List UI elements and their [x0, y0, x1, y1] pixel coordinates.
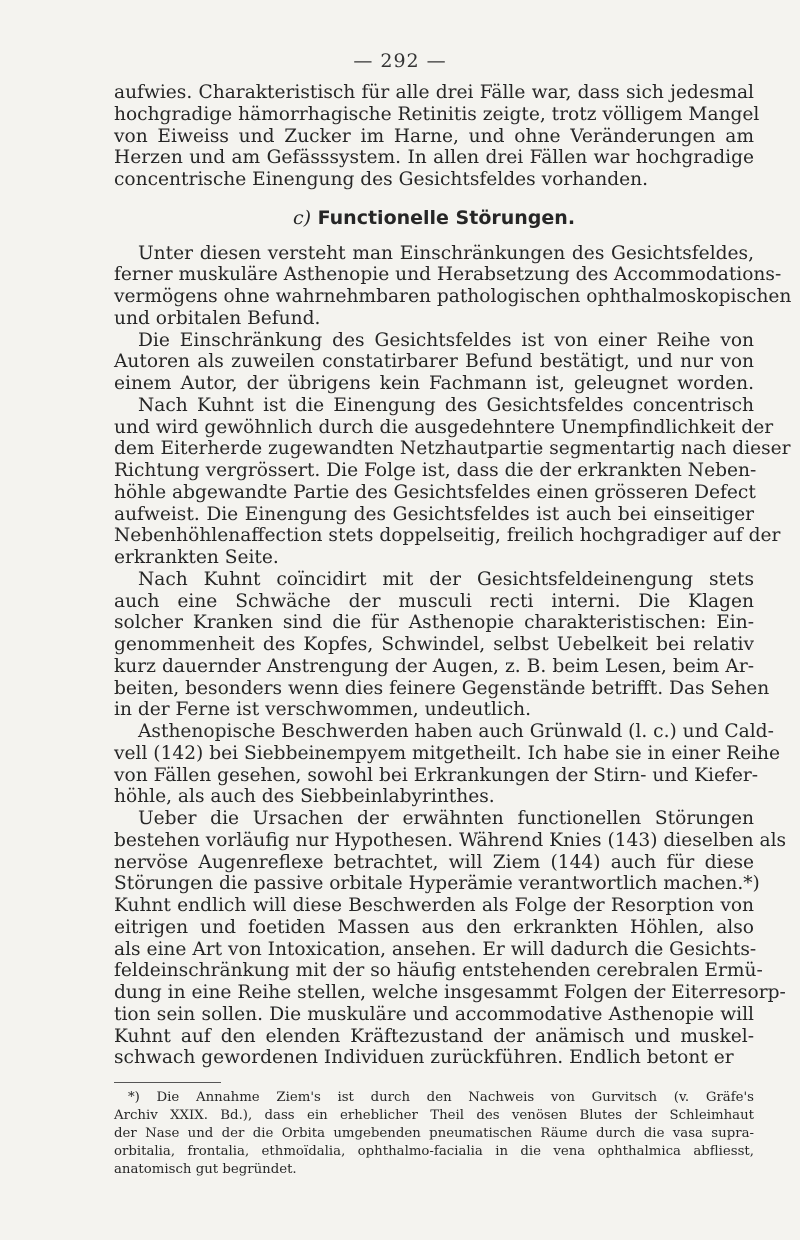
text-line: feldeinschränkung mit der so häufig entstehenden cerebralen Ermü-	[114, 960, 763, 982]
text-line: nervöse Augenreflexe betrachtet, will Ziem (144) auch für diese	[114, 851, 754, 873]
section-heading	[114, 208, 754, 230]
text-line: vell (142) bei Siebbeinempyem mitgetheilt. Ich habe sie in einer Reihe	[114, 742, 780, 764]
text-line: höhle abgewandte Partie des Gesichtsfeldes einen grösseren Defect	[114, 481, 756, 503]
page-number: — 292 —	[353, 50, 447, 72]
footnote-line: *) Die Annahme Ziem's ist durch den Nachweis von Gurvitsch (v. Gräfe's	[128, 1090, 754, 1105]
footnote-rule	[114, 1082, 221, 1083]
text-line: schwach gewordenen Individuen zurückführen. Endlich betont er	[114, 1047, 734, 1069]
text-line: ferner muskuläre Asthenopie und Herabsetzung des Accommodations-	[114, 264, 782, 286]
text-line: in der Ferne ist verschwommen, undeutlich.	[114, 699, 532, 721]
text-line: kurz dauernder Anstrengung der Augen, z. B. beim Lesen, beim Ar-	[114, 655, 754, 677]
text-line: erkrankten Seite.	[114, 547, 279, 568]
text-line: Ueber die Ursachen der erwähnten functionellen Störungen	[138, 808, 754, 829]
text-line: Nach Kuhnt coïncidirt mit der Gesichtsfeldeinengung stets	[138, 568, 754, 590]
text-line: Autoren als zuweilen constatirbarer Befund bestätigt, und nur von	[114, 351, 754, 373]
text-line: Kuhnt auf den elenden Kräftezustand der anämisch und muskel-	[114, 1025, 754, 1047]
text-line: dem Eiterherde zugewandten Netzhautpartie segmentartig nach dieser	[114, 438, 791, 460]
text-line: von Eiweiss und Zucker im Harne, und ohne Veränderungen am	[114, 125, 754, 147]
text-line: auch eine Schwäche der musculi recti interni. Die Klagen	[114, 590, 754, 612]
text-line: und orbitalen Befund.	[114, 307, 321, 329]
text-line: von Fällen gesehen, sowohl bei Erkrankungen der Stirn- und Kiefer-	[114, 764, 759, 786]
text-line: und wird gewöhnlich durch die ausgedehntere Unempfindlichkeit der	[114, 416, 774, 438]
page-text	[114, 82, 792, 1179]
text-line: einem Autor, der übrigens kein Fachmann ist, geleugnet worden.	[114, 373, 754, 394]
text-line: genommenheit des Kopfes, Schwindel, selbst Uebelkeit bei relativ	[114, 634, 754, 655]
text-line: Die Einschränkung des Gesichtsfeldes ist von einer Reihe von	[138, 329, 754, 351]
text-line: eitrigen und foetiden Massen aus den erkrankten Höhlen, also	[114, 916, 754, 938]
section-body	[114, 242, 792, 1070]
text-line: Asthenopische Beschwerden haben auch Grünwald (l. c.) und Cald-	[138, 721, 774, 742]
text-line: Nach Kuhnt ist die Einengung des Gesichtsfeldes concentrisch	[138, 394, 754, 416]
text-line: bestehen vorläufig nur Hypothesen. Während Knies (143) dieselben als	[114, 829, 787, 851]
text-line: beiten, besonders wenn dies feinere Gegenstände betrifft. Das Sehen	[114, 677, 770, 699]
text-line: als eine Art von Intoxication, ansehen. Er will dadurch die Gesichts-	[114, 938, 757, 960]
footnote-line: anatomisch gut begründet.	[114, 1162, 297, 1177]
text-line: höhle, als auch des Siebbeinlabyrinthes.	[114, 786, 495, 808]
text-line: Herzen und am Gefässsystem. In allen drei Fällen war hochgradige	[114, 147, 754, 169]
footnote	[114, 1089, 754, 1179]
intro-paragraph	[114, 82, 760, 191]
text-line: vermögens ohne wahrnehmbaren pathologischen ophthalmoskopischen	[114, 286, 792, 307]
footnote-line: orbitalia, frontalia, ethmoïdalia, ophthalmo-facialia in die vena ophthalmica abfliesst,	[114, 1144, 754, 1159]
text-line: aufwies. Charakteristisch für alle drei Fälle war, dass sich jedesmal	[114, 82, 754, 103]
text-line: solcher Kranken sind die für Asthenopie charakteristischen: Ein-	[114, 612, 754, 634]
text-line: Störungen die passive orbitale Hyperämie verantwortlich machen.*)	[114, 873, 760, 895]
text-line: Richtung vergrössert. Die Folge ist, dass die der erkrankten Neben-	[114, 460, 757, 481]
section-label: c)	[292, 206, 311, 229]
text-line: Unter diesen versteht man Einschränkungen des Gesichtsfeldes,	[138, 242, 754, 264]
footnote-line: der Nase und der die Orbita umgebenden pneumatischen Räume durch die vasa supra-	[114, 1126, 754, 1141]
section-title: Functionelle Störungen.	[317, 206, 576, 229]
text-line: hochgradige hämorrhagische Retinitis zeigte, trotz völligem Mangel	[114, 103, 760, 125]
footnote-line: Archiv XXIX. Bd.), dass ein erheblicher Theil des venösen Blutes der Schleimhaut	[114, 1108, 754, 1123]
text-line: concentrische Einengung des Gesichtsfeldes vorhanden.	[114, 169, 648, 190]
text-line: tion sein sollen. Die muskuläre und accommodative Asthenopie will	[114, 1003, 754, 1025]
text-line: dung in eine Reihe stellen, welche insgesammt Folgen der Eiterresorp-	[114, 982, 786, 1003]
text-line: Kuhnt endlich will diese Beschwerden als Folge der Resorption von	[114, 895, 754, 916]
text-line: Nebenhöhlenaffection stets doppelseitig, freilich hochgradiger auf der	[114, 525, 781, 547]
text-line: aufweist. Die Einengung des Gesichtsfeldes ist auch bei einseitiger	[114, 503, 754, 525]
